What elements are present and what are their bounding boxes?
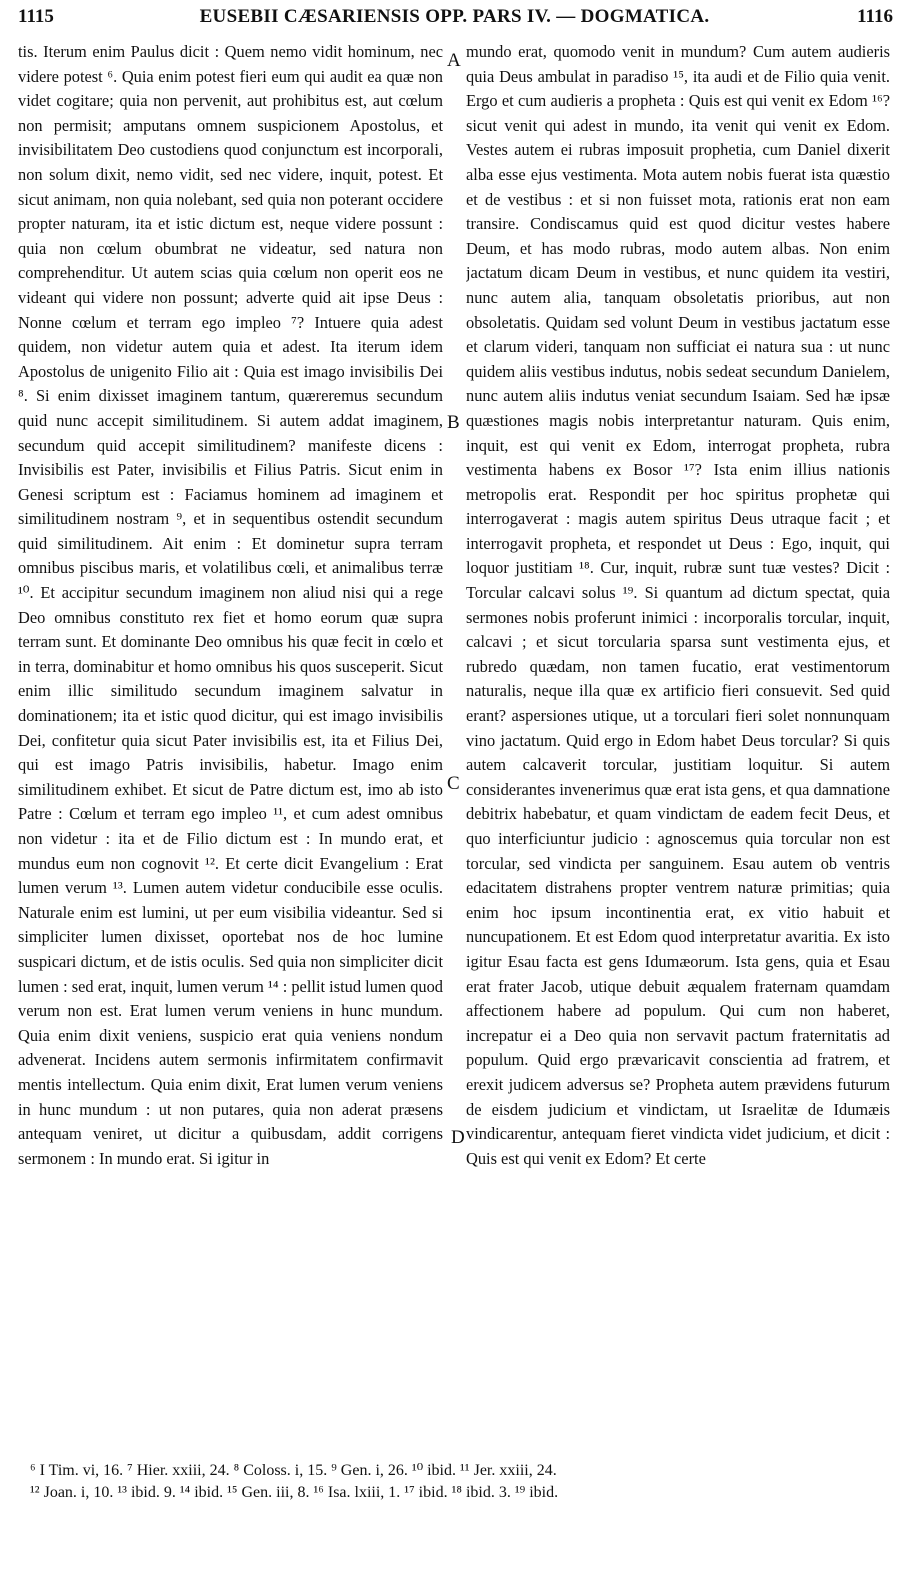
page-number-right: 1116 (857, 6, 893, 27)
footnotes (30, 1460, 890, 1504)
margin-marker-b: B (447, 412, 460, 433)
margin-marker-d: D (451, 1127, 465, 1148)
running-title: EUSEBII CÆSARIENSIS OPP. PARS IV. — DOGMATICA. (199, 6, 710, 27)
right-column-text: mundo erat, quomodo venit in mundum? Cum autem audieris quia Deus ambulat in paradiso ¹⁵, ita audi et de Filio quia venit. Ergo et cum audieris a propheta : Quis est qui venit ex Edom ¹⁶? sicut venit qui adest in mundo, ita venit qui venit ex Edom. Vestes autem ei rubras imposuit prophetia, cum Daniel dixerit alba esse ejus vestimenta. Mota autem nobis fuerat ista quæstio et de vestibus : et si non fuisset mota, rationis erat non eam transire. Condiscamus quid est quod dicitur vestes habere Deum, et has modo rubras, modo autem albas. Non enim jactatum dicam Deum in vestibus, et nunc quidem ita vestiri, nunc autem alia, tanquam obsoletatis prioribus, aut non obsoletatis. Quidam sed volunt Deum in vestibus jactatum esse et clarum videri, tanquam non sufficiat ei natura sua : ut nunc quidem aliis vestibus indutus, nobis sedeat secundum Danielem, nunc autem aliis indutus veniat secundum Isaiam. Sed hæ ipsæ quæstiones magis nobis interpretantur naturam. Quis enim, inquit, est qui venit ex Edom, interrogat propheta, rubra vestimenta habens ex Bosor ¹⁷? Ista enim illius nationis metropolis erat. Respondit per hoc spiritus prophetæ qui interrogaverat : magis autem spiritus Deus utraque facit ; et interrogavit propheta, et respondet ut Deus : Ego, inquit, qui loquor justitiam ¹⁸. Cur, inquit, rubræ sunt tuæ vestes? Dicit : Torcular calcavi solus ¹⁹. Si quantum ad dictum spectat, quia sermones nobis proferunt inimici : incorporalis torcular, inquit, calcavi ; et sicut torcularia sparsa sunt vestimenta ejus, et rubredo quædam, non tamen fucatio, erat vestimentorum naturalis, neque illa quæ ex artificio fieri consuevit. Sed quid erant? aspersiones utique, ut a torculari fieri solet nonnunquam vino jactatum. Quid ergo in Edom habet Deus torcular? Si quis autem calcaverit torcular, justitiam loquitur. Si autem considerantes invenerimus quæ erat ista gens, et qua damnatione debitrix habebatur, et quam vindictam de eadem fecit Deus, et quo interficiuntur judicio : agnoscemus quia torcular non est torcular, sed vindicta per sanguinem. Esau autem ob ventris edacitatem distrahens propter ventrem naturæ primitias; quia enim hoc ipsum incontinentia erat, ex vitio habuit et nuncupationem. Et est Edom quod interpretatur avaritia. Ex isto igitur Esau facta est gens Idumæorum. Ista gens, quia et Esau erat frater Jacob, utique debuit æqualem fraternam quamdam affectionem habere ad populum. Qui cum non haberet, increpatur ei a Deo quia non servavit pactum fraternitatis ad populum. Quid ergo prævaricavit conscientia ad fratrem, et erexit judicem adversus se? Propheta autem prævidens futurum de eisdem judicium et vindictam, ut Israelitæ de Idumæis vindicarentur, antequam fieret vindicta videt judicium, et dicit : Quis est qui venit ex Edom? Et certe (466, 42, 890, 1168)
footnote-line: ¹² Joan. i, 10. ¹³ ibid. 9. ¹⁴ ibid. ¹⁵ Gen. iii, 8. ¹⁶ Isa. lxiii, 1. ¹⁷ ibid. ¹⁸ ibid. 3. ¹⁹ ibid. (30, 1484, 559, 1501)
margin-marker-c: C (447, 773, 460, 794)
page-number-left: 1115 (18, 6, 54, 27)
left-column-text: tis. Iterum enim Paulus dicit : Quem nemo vidit hominum, nec videre potest ⁶. Quia enim potest fieri eum qui audit ea quæ non videt cogitare; quia non pervenit, aut prohibitus est, aut cœlum non permisit; amputans omnem suspicionem Apostolus, et invisibilitatem Deo custodiens quod conjunctum est incorporali, non solum dixit, nemo vidit, sed nec videre, inquit, potest. Et sicut animam, non quia nolebant, sed quia non poterant occidere propter naturam, ita et istic dictum est, neque videre possunt : quia non cœlum obumbrat ne videatur, sed natura non comprehenditur. Ut autem scias quia cœlum non operit eos ne videant qui videre non possunt; adverte quid ait ipse Deus : Nonne cœlum et terram ego impleo ⁷? Intuere quia adest quidem, non videtur autem quia et adest. Ita iterum idem Apostolus de unigenito Filio ait : Quia est imago invisibilis Dei ⁸. Si enim dixisset imaginem tantum, quæreremus secundum quid nunc accepit similitudinem. Si autem addat imaginem, secundum quid accepit similitudinem? manifeste dicens : Invisibilis est Pater, invisibilis et Filius Patris. Sicut enim in Genesi scriptum est : Faciamus hominem ad imaginem et similitudinem nostram ⁹, et in sequentibus ostendit secundum quid similitudinem. Ait enim : Et dominetur supra terram omnibus piscibus maris, et volatilibus cœli, et animalibus terræ ¹⁰. Et accipitur secundum imaginem non aliud nisi qui a rege Deo omnibus constituto rex fiet et homo eorum quæ supra terram sunt. Et dominante Deo omnibus his quæ fecit in cœlo et in terra, dominabitur et homo omnibus his quos susceperit. Sicut enim illic similitudo secundum imaginem salvatur in dominationem; ita et istic quod dicitur, qui est imago invisibilis Dei, confitetur quia sicut Pater invisibilis est, ita et Filius Dei, qui est imago Patris invisibilis, habetur. Imago enim similitudinem exhibet. Et sicut de Patre dictum est, imo ab isto Patre : Cœlum et terram ego impleo ¹¹, et cum adest omnibus non videtur : ita et de Filio dictum est : In mundo erat, et mundus eum non cognovit ¹². Et certe dicit Evangelium : Erat lumen verum ¹³. Lumen autem videtur conducibile esse oculis. Naturale enim est lumini, ut per eum visibilia videantur. Sed si simpliciter lumen dixisset, oportebat nos de hoc lumine suspicari dictum, et de istis oculis. Sed quia non simpliciter dicit lumen : sed erat, inquit, lumen verum ¹⁴ : pellit istud lumen quod verum non est. Erat lumen verum veniens in hunc mundum. Quia enim dixit veniens, suspicio erat quia veniens nondum advenerat. Incidens autem sermonis infirmitatem confirmavit mentis intellectum. Quia enim dixit, Erat lumen verum veniens in hunc mundum : ut non putares, quia non aderat præsens antequam veniret, ut dicitur a quibusdam, addit corrigens sermonem : In mundo erat. Si igitur in (18, 42, 443, 1168)
page-header (0, 6, 909, 34)
right-column (466, 40, 890, 1452)
left-column (18, 40, 443, 1452)
margin-marker-a: A (447, 50, 461, 71)
footnote-line: ⁶ I Tim. vi, 16. ⁷ Hier. xxiii, 24. ⁸ Coloss. i, 15. ⁹ Gen. i, 26. ¹⁰ ibid. ¹¹ Jer. xxiii, 24. (30, 1462, 557, 1479)
